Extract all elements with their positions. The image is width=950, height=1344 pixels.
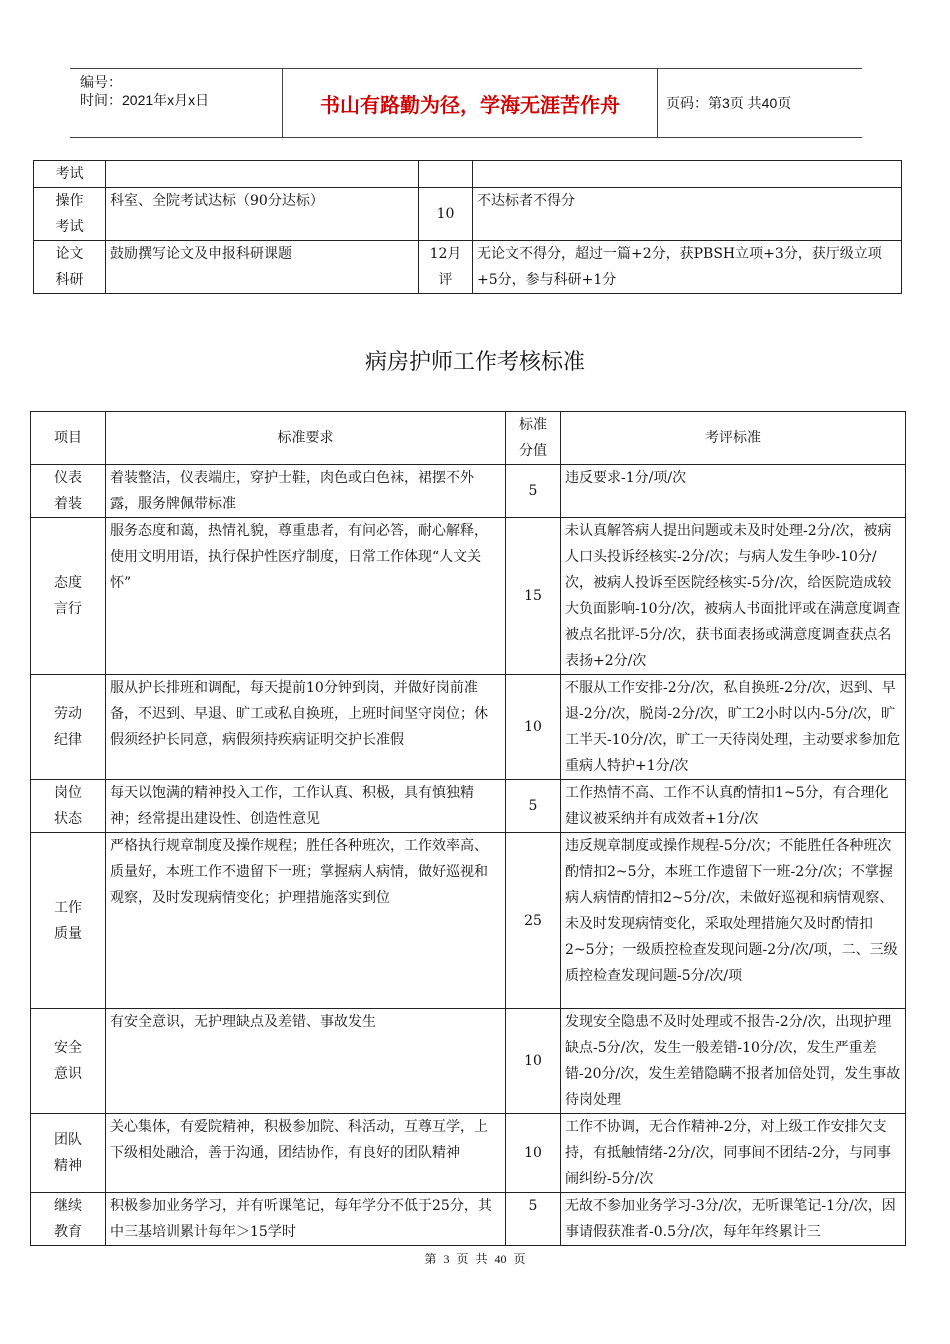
cell-item: 继续教育 xyxy=(31,1193,106,1246)
cell-item: 安全意识 xyxy=(31,1009,106,1114)
cell-eval: 未认真解答病人提出问题或未及时处理-2分/次，被病人口头投诉经核实-2分/次；与病人发生争吵-10分/次，被病人投诉至医院经核实-5分/次，给医院造成较大负面影响-10分/次，被病人书面批评或在满意度调查被点名批评-5分/次，获书面表扬或满意度调查获点名表扬+2分/次 xyxy=(561,518,906,675)
cell-req: 积极参加业务学习，并有听课笔记，每年学分不低于25分，其中三基培训累计每年＞15学时 xyxy=(106,1193,506,1246)
cell-score: 5 xyxy=(506,780,561,833)
cell-item: 团队精神 xyxy=(31,1114,106,1193)
header-page: 页码：第3页 共40页 xyxy=(666,95,792,111)
table-row xyxy=(31,1009,906,1114)
header-score: 标准分值 xyxy=(506,412,561,465)
cell-req: 着装整洁，仪表端庄，穿护士鞋，肉色或白色袜，裙摆不外露，服务牌佩带标准 xyxy=(106,465,506,518)
cell-item: 论文科研 xyxy=(34,241,106,294)
cell-score: 12月评 xyxy=(419,241,473,294)
cell-eval xyxy=(473,161,902,188)
footer-text: 页 xyxy=(513,1252,526,1266)
cell-req: 服从护长排班和调配，每天提前10分钟到岗，并做好岗前准备，不迟到、早退、旷工或私自换班，上班时间坚守岗位；休假须经护长同意，病假须持疾病证明交护长准假 xyxy=(106,675,506,780)
cell-eval: 工作热情不高、工作不认真酌情扣1~5分，有合理化建议被采纳并有成效者+1分/次 xyxy=(561,780,906,833)
cell-item: 劳动纪律 xyxy=(31,675,106,780)
header-req: 标准要求 xyxy=(106,412,506,465)
cell-req: 严格执行规章制度及操作规程；胜任各种班次，工作效率高、质量好，本班工作不遗留下一班；掌握病人病情，做好巡视和观察，及时发现病情变化；护理措施落实到位 xyxy=(106,833,506,1009)
table-row xyxy=(31,465,906,518)
header-bianhao: 编号： xyxy=(80,74,122,90)
cell-item: 仪表着装 xyxy=(31,465,106,518)
cell-req: 每天以饱满的精神投入工作，工作认真、积极，具有慎独精神；经常提出建设性、创造性意见 xyxy=(106,780,506,833)
cell-eval: 不服从工作安排-2分/次，私自换班-2分/次，迟到、早退-2分/次，脱岗-2分/次，旷工2小时以内-5分/次，旷工半天-10分/次，旷工一天待岗处理，主动要求参加危重病人特护+1分/次 xyxy=(561,675,906,780)
cell-eval: 无论文不得分，超过一篇+2分，获PBSH立项+3分，获厅级立项+5分，参与科研+1分 xyxy=(473,241,902,294)
table-row xyxy=(31,1114,906,1193)
cell-item: 工作质量 xyxy=(31,833,106,1009)
footer-text: 第 xyxy=(424,1252,437,1266)
cell-req xyxy=(106,161,419,188)
table-row xyxy=(34,161,902,188)
table-row xyxy=(31,780,906,833)
footer-total-pages: 40 xyxy=(494,1252,507,1266)
cell-score xyxy=(419,161,473,188)
assessment-table xyxy=(30,411,906,1246)
cell-eval: 违反规章制度或操作规程-5分/次；不能胜任各种班次酌情扣2~5分，本班工作遗留下一班-2分/次；不掌握病人病情酌情扣2~5分/次，未做好巡视和病情观察、未及时发现病情变化，采取处理措施欠及时酌情扣2~5分；一级质控检查发现问题-2分/次/项，二、三级质控检查发现问题-5分/次/项 xyxy=(561,833,906,1009)
cell-score: 15 xyxy=(506,518,561,675)
table-row xyxy=(31,675,906,780)
cell-eval: 工作不协调，无合作精神-2分，对上级工作安排欠支持，有抵触情绪-2分/次，同事间不团结-2分，与同事闹纠纷-5分/次 xyxy=(561,1114,906,1193)
cell-req: 鼓励撰写论文及申报科研课题 xyxy=(106,241,419,294)
cell-req: 科室、全院考试达标（90分达标） xyxy=(106,188,419,241)
footer-text: 共 xyxy=(475,1252,488,1266)
table-header-row xyxy=(31,412,906,465)
table-row xyxy=(31,1193,906,1246)
document-header xyxy=(70,68,862,138)
cell-score: 10 xyxy=(506,1009,561,1114)
header-motto: 书山有路勤为径，学海无涯苦作舟 xyxy=(282,69,658,137)
cell-item: 操作考试 xyxy=(34,188,106,241)
cell-item: 态度言行 xyxy=(31,518,106,675)
cell-eval: 不达标者不得分 xyxy=(473,188,902,241)
cell-item: 考试 xyxy=(34,161,106,188)
cell-eval: 发现安全隐患不及时处理或不报告-2分/次，出现护理缺点-5分/次，发生一般差错-10分/次，发生严重差错-20分/次，发生差错隐瞒不报者加倍处罚，发生事故待岗处理 xyxy=(561,1009,906,1114)
cell-item: 岗位状态 xyxy=(31,780,106,833)
table-row xyxy=(34,188,902,241)
header-time: 时间：2021年x月x日 xyxy=(80,92,210,108)
cell-score: 10 xyxy=(419,188,473,241)
cell-score: 5 xyxy=(506,1193,561,1246)
cell-req: 服务态度和蔼，热情礼貌，尊重患者，有问必答，耐心解释，使用文明用语，执行保护性医疗制度，日常工作体现“人文关怀” xyxy=(106,518,506,675)
page-footer xyxy=(0,1250,950,1267)
cell-req: 关心集体，有爱院精神，积极参加院、科活动，互尊互学，上下级相处融洽，善于沟通，团结协作，有良好的团队精神 xyxy=(106,1114,506,1193)
header-item: 项目 xyxy=(31,412,106,465)
footer-page-number: 3 xyxy=(443,1252,450,1266)
page-title: 病房护师工作考核标准 xyxy=(364,350,585,375)
table-row xyxy=(31,833,906,1009)
header-eval: 考评标准 xyxy=(561,412,906,465)
cell-score: 10 xyxy=(506,675,561,780)
footer-text: 页 xyxy=(456,1252,469,1266)
cell-score: 5 xyxy=(506,465,561,518)
cell-eval: 无故不参加业务学习-3分/次，无听课笔记-1分/次，因事请假获准者-0.5分/次，每年年终累计三 xyxy=(561,1193,906,1246)
cell-req: 有安全意识，无护理缺点及差错、事故发生 xyxy=(106,1009,506,1114)
cell-score: 25 xyxy=(506,833,561,1009)
top-table xyxy=(33,160,902,294)
table-row xyxy=(34,241,902,294)
cell-eval: 违反要求-1分/项/次 xyxy=(561,465,906,518)
table-row xyxy=(31,518,906,675)
header-meta xyxy=(70,69,282,137)
cell-score: 10 xyxy=(506,1114,561,1193)
